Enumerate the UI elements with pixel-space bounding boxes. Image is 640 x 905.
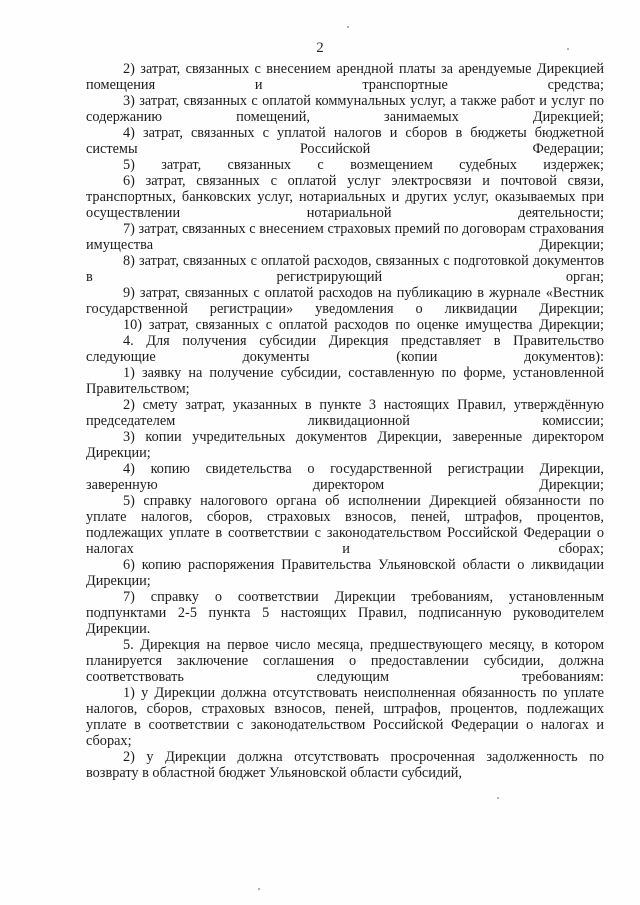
paragraph: 3) затрат, связанных с оплатой коммунальных услуг, а также работ и услуг по содержанию помещений, занимаемых Дирекцией; bbox=[86, 93, 604, 125]
scan-speck bbox=[347, 26, 349, 28]
paragraph: 6) копию распоряжения Правительства Ульяновской области о ликвидации Дирекции; bbox=[86, 557, 604, 589]
paragraph: 6) затрат, связанных с оплатой услуг электросвязи и почтовой связи, транспортных, банковских услуг, нотариальных и других услуг, оказываемых при осуществлении нотариальной деятельности; bbox=[86, 173, 604, 221]
paragraph: 2) смету затрат, указанных в пункте 3 настоящих Правил, утверждённую председателем ликвидационной комиссии; bbox=[86, 397, 604, 429]
paragraph: 4) копию свидетельства о государственной регистрации Дирекции, заверенную директором Дирекции; bbox=[86, 461, 604, 493]
paragraph: 9) затрат, связанных с оплатой расходов на публикацию в журнале «Вестник государственной регистрации» уведомления о ликвидации Дирекции; bbox=[86, 285, 604, 317]
paragraph: 7) справку о соответствии Дирекции требованиям, установленным подпунктами 2-5 пункта 5 настоящих Правил, подписанную руководителем Дирекции. bbox=[86, 589, 604, 637]
scan-speck bbox=[258, 888, 260, 890]
paragraph: 7) затрат, связанных с внесением страховых премий по договорам страхования имущества Дирекции; bbox=[86, 221, 604, 253]
paragraph: 5. Дирекция на первое число месяца, предшествующего месяцу, в котором планируется заключение соглашения о предоставлении субсидии, должна соответствовать следующим требованиям: bbox=[86, 637, 604, 685]
paragraph: 1) у Дирекции должна отсутствовать неисполненная обязанность по уплате налогов, сборов, страховых взносов, пеней, штрафов, процентов, подлежащих уплате в соответствии с законодательством Российской Федерации о налогах и сборах; bbox=[86, 685, 604, 749]
paragraph: 8) затрат, связанных с оплатой расходов, связанных с подготовкой документов в регистрирующий орган; bbox=[86, 253, 604, 285]
paragraph: 10) затрат, связанных с оплатой расходов по оценке имущества Дирекции; bbox=[123, 317, 604, 333]
paragraph: 4) затрат, связанных с уплатой налогов и сборов в бюджеты бюджетной системы Российской Федерации; bbox=[86, 125, 604, 157]
scan-speck bbox=[497, 797, 499, 799]
paragraph: 1) заявку на получение субсидии, составленную по форме, установленной Правительством; bbox=[86, 365, 604, 397]
document-body bbox=[86, 61, 604, 781]
paragraph: 4. Для получения субсидии Дирекция представляет в Правительство следующие документы (копии документов): bbox=[86, 333, 604, 365]
paragraph: 2) затрат, связанных с внесением арендной платы за арендуемые Дирекцией помещения и транспортные средства; bbox=[86, 61, 604, 93]
paragraph: 2) у Дирекции должна отсутствовать просроченная задолженность по возврату в областной бюджет Ульяновской области субсидий, bbox=[86, 749, 604, 781]
page-number: 2 bbox=[316, 40, 324, 56]
paragraph: 5) справку налогового органа об исполнении Дирекцией обязанности по уплате налогов, сборов, страховых взносов, пеней, штрафов, процентов, подлежащих уплате в соответствии с законодательством Российской Федерации о налогах и сборах; bbox=[86, 493, 604, 557]
paragraph: 5) затрат, связанных с возмещением судебных издержек; bbox=[123, 157, 604, 173]
paragraph: 3) копии учредительных документов Дирекции, заверенные директором Дирекции; bbox=[86, 429, 604, 461]
scan-speck bbox=[567, 48, 569, 50]
